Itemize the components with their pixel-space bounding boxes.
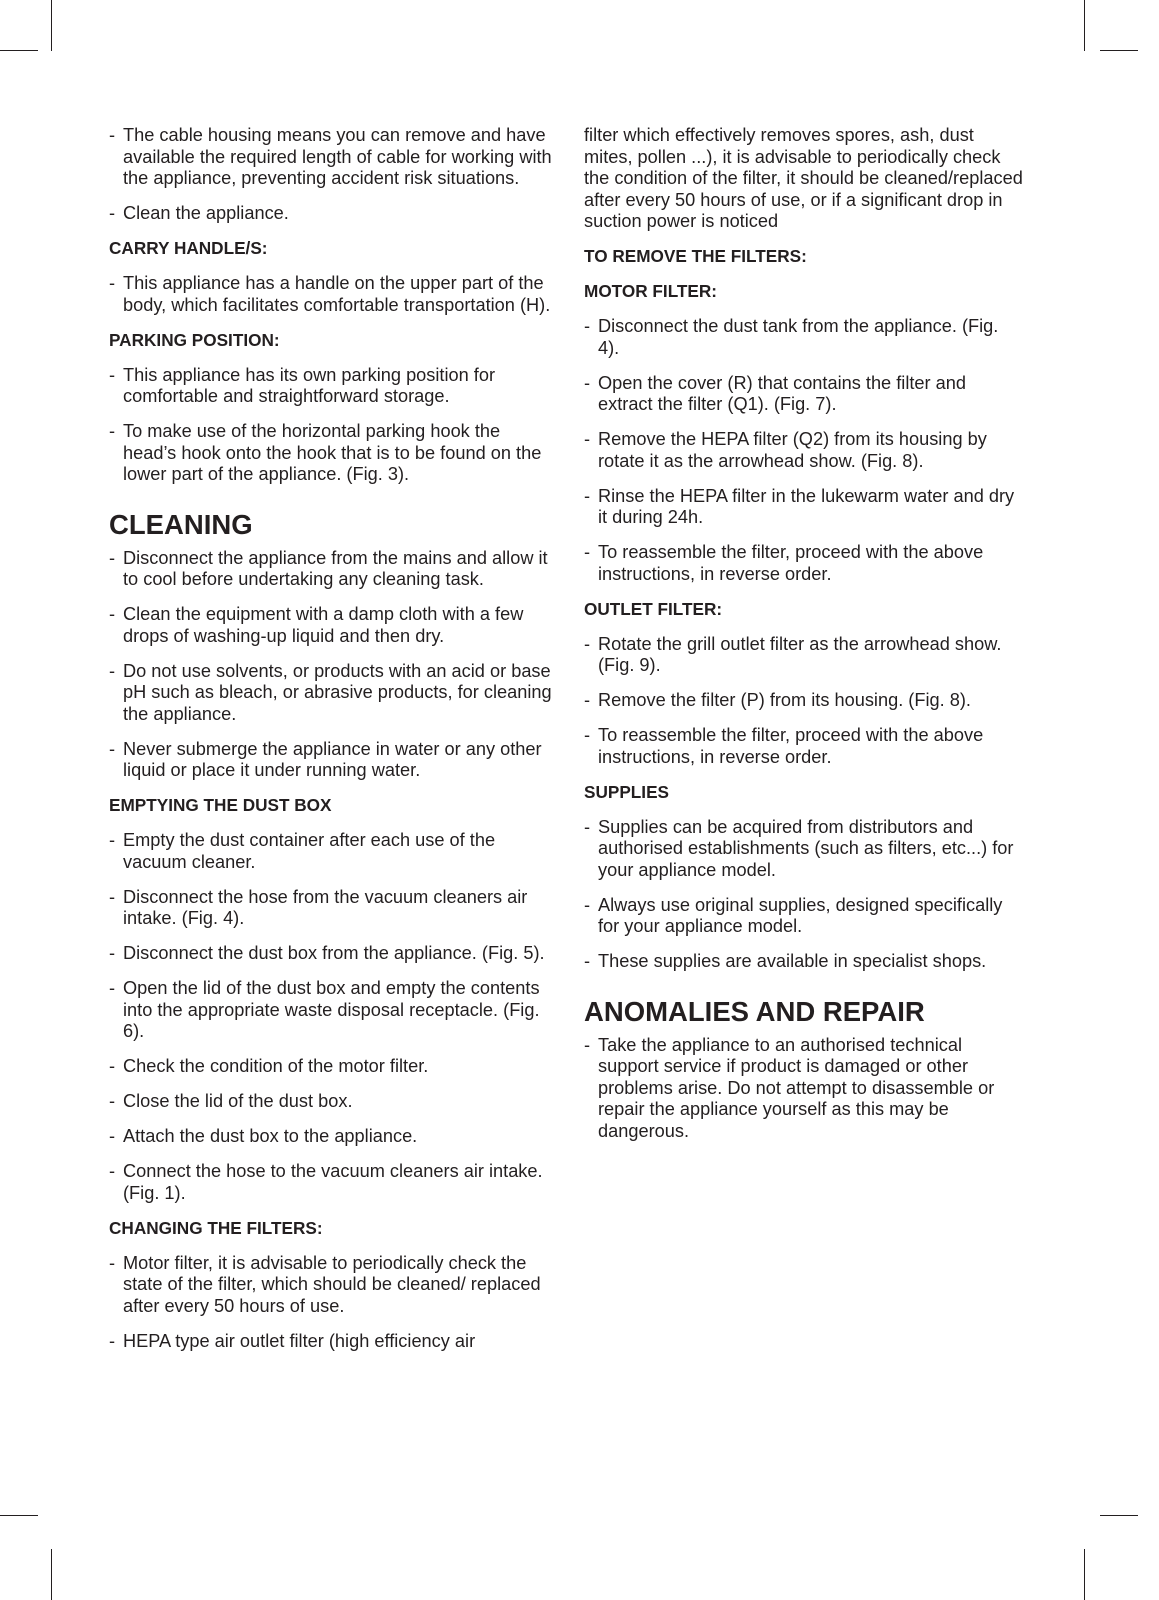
continued-paragraph: filter which effectively removes spores, ash, dust mites, pollen ...), it is advisable to periodically check the condition of the filter, it should be cleaned/replaced after every 50 hours of use, or if a significant drop in suction power is noticed (584, 125, 1023, 231)
section-heading: EMPTYING THE DUST BOX (109, 795, 332, 815)
list-item: - Disconnect the dust box from the appliance. (Fig. 5). (109, 943, 545, 963)
list-item: - Take the appliance to an authorised technical support service if product is damaged or other problems arise. Do not attempt to disassemble or repair the appliance yourself as this may be dangerous. (584, 1034, 995, 1141)
crop-mark (1084, 1549, 1085, 1600)
list-item: - Clean the appliance. (109, 203, 289, 223)
section-heading: OUTLET FILTER: (584, 598, 723, 619)
list-item: - Remove the HEPA filter (Q2) from its housing by rotate it as the arrowhead show. (Fig. 8). (584, 429, 987, 471)
list-item: - Check the condition of the motor filter. (109, 1056, 429, 1076)
crop-mark (1100, 50, 1138, 51)
crop-mark (1084, 0, 1085, 51)
left-column (109, 125, 554, 1366)
list-item: - Motor filter, it is advisable to periodically check the state of the filter, which should be cleaned/ replaced after every 50 hours of use. (109, 1252, 541, 1316)
list-item: - Remove the filter (P) from its housing. (Fig. 8). (584, 690, 971, 710)
list-item: - These supplies are available in specialist shops. (584, 951, 987, 971)
list-item: - To make use of the horizontal parking hook the head’s hook onto the hook that is to be found on the lower part of the appliance. (Fig. 3). (109, 421, 542, 484)
right-column (584, 125, 1024, 1156)
list-item: - Disconnect the dust tank from the appliance. (Fig. 4). (584, 316, 999, 358)
list-item: - Do not use solvents, or products with an acid or base pH such as bleach, or abrasive products, for cleaning the appliance. (109, 660, 552, 724)
list-item: - Never submerge the appliance in water or any other liquid or place it under running water. (109, 738, 542, 780)
list-item: - HEPA type air outlet filter (high efficiency air (109, 1330, 476, 1351)
list-item: - Attach the dust box to the appliance. (109, 1126, 418, 1146)
list-item: - Rinse the HEPA filter in the lukewarm water and dry it during 24h. (584, 485, 1015, 527)
list-item: - Open the lid of the dust box and empty the contents into the appropriate waste disposal receptacle. (Fig. 6). (109, 978, 540, 1041)
list-item: - Disconnect the hose from the vacuum cleaners air intake. (Fig. 4). (109, 886, 528, 928)
crop-mark (0, 1515, 38, 1516)
section-heading: SUPPLIES (584, 781, 670, 802)
list-item: - Rotate the grill outlet filter as the arrowhead show. (Fig. 9). (584, 633, 1002, 675)
list-item: - Disconnect the appliance from the mains and allow it to cool before undertaking any cleaning task. (109, 547, 548, 589)
list-item: - Empty the dust container after each use of the vacuum cleaner. (109, 830, 496, 872)
section-title: ANOMALIES AND REPAIR (584, 995, 925, 1027)
crop-mark (51, 1549, 52, 1600)
list-item: - To reassemble the filter, proceed with the above instructions, in reverse order. (584, 725, 984, 767)
list-item: - Clean the equipment with a damp cloth with a few drops of washing-up liquid and then dry. (109, 604, 524, 646)
list-item: - This appliance has its own parking position for comfortable and straightforward storage. (109, 364, 496, 406)
list-item: - Open the cover (R) that contains the filter and extract the filter (Q1). (Fig. 7). (584, 372, 966, 414)
crop-mark (0, 50, 38, 51)
list-item: - Supplies can be acquired from distributors and authorised establishments (such as filters, etc...) for your appliance model. (584, 816, 1014, 880)
list-item: - The cable housing means you can remove and have available the required length of cable for working with the appliance, preventing accident risk situations. (109, 125, 552, 188)
list-item: - To reassemble the filter, proceed with the above instructions, in reverse order. (584, 542, 984, 584)
list-item: - This appliance has a handle on the upper part of the body, which facilitates comfortable transportation (H). (109, 273, 551, 315)
section-heading: CHANGING THE FILTERS: (109, 1217, 323, 1238)
list-item: - Close the lid of the dust box. (109, 1091, 353, 1111)
section-heading: PARKING POSITION: (109, 329, 280, 350)
section-title: CLEANING (109, 508, 253, 540)
crop-mark (51, 0, 52, 51)
crop-mark (1100, 1515, 1138, 1516)
list-item: - Always use original supplies, designed specifically for your appliance model. (584, 894, 1003, 936)
section-heading: CARRY HANDLE/S: (109, 238, 268, 258)
section-heading: TO REMOVE THE FILTERS: (584, 246, 807, 266)
list-item: - Connect the hose to the vacuum cleaners air intake. (Fig. 1). (109, 1161, 543, 1203)
section-heading: MOTOR FILTER: (584, 281, 718, 301)
